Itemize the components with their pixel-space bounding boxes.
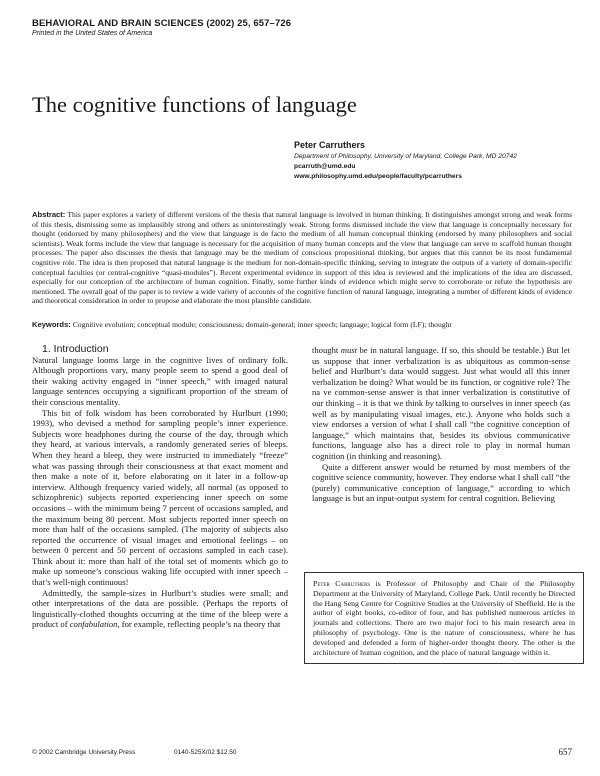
printed-notice: Printed in the United States of America [32,30,153,37]
paragraph [312,345,570,462]
department: Department of Philosophy, University of Maryland, College Park, MD 20742 [294,153,517,160]
author-affiliation [294,152,584,182]
keywords [32,320,572,330]
text-run: , for example, reflecting people’s na theory that [117,619,281,630]
author-url[interactable]: www.philosophy.umd.edu/people/faculty/pcarruthers [294,173,462,180]
abstract-text: This paper explores a variety of different versions of the thesis that natural language is involved in human thinking. It distinguishes amongst strong and weak forms of this thesis, dismissing some as implausibly strong and others as uninterestingly weak. Strong forms dismissed include the view that language is conceptually necessary for thought (endorsed by many philosophers) and the view that language is de facto the medium of all human conceptual thinking (endorsed by many philosophers and social scientists). Weak forms include the view that language is necessary for the acquisition of many human concepts and the view that language can serve to scaffold human thought processes. The paper also discusses the thesis that language may be the medium of conscious propositional thinking, but argues that this cannot be its most fundamental cognitive role. The idea is then proposed that natural language is the medium for non-domain-specific thinking, serving to integrate the outputs of a variety of domain-specific conceptual faculties (or central-cognitive “quasi-modules”). Recent experimental evidence in support of this idea is reviewed and the implications of the idea are discussed, especially for our conception of the architecture of human cognition. Finally, some further kinds of evidence which might serve to corroborate or refute the hypothesis are mentioned. The overall goal of the paper is to review a wide variety of accounts of the cognitive function of natural language, integrating a number of different kinds of evidence and theoretical consideration in order to propose and elaborate the most plausible candidate. [32,210,572,306]
author-name: Peter Carruthers [294,140,366,150]
journal-header: BEHAVIORAL AND BRAIN SCIENCES (2002) 25, 657–726 [32,18,292,29]
paragraph: Quite a different answer would be returned by most members of the cognitive science community, however. They endorse what I shall call “the (purely) communicative conception of language,” according to which language is but an input-output system for central cognition. Believing [312,461,570,504]
keywords-text: Cognitive evolution; conceptual module; consciousness; domain-general; inner speech; language; logical form (LF); thought [72,320,452,329]
page-footer [32,749,572,756]
bio-text: is Professor of Philosophy and Chair of the Philosophy Department at the University of Maryland, College Park. Until recently he Directed the Hang Seng Centre for Cognitive Studies at the University of Sheffield. He is the author of eight books, co-editor of four, and has published numerous articles in journals and collections. There are two major foci to his main research area in philosophy of psychology. One is the nature of consciousness, where he has developed and defended a form of higher-order thought theory. The other is the architecture of human cognition, and the place of natural language within it. [313,579,575,657]
text-run: thought [312,345,341,355]
section-heading: 1. Introduction [42,343,109,355]
emphasis: confabulation [69,619,118,630]
paragraph [32,588,288,630]
left-column [32,344,288,630]
emphasis: by [425,397,434,408]
abstract [32,210,572,306]
author-email[interactable]: pcarruth@umd.edu [294,163,356,170]
copyright: © 2002 Cambridge University Press [32,749,136,756]
bio-name: Peter Carruthers [313,579,371,588]
page-number: 657 [558,747,572,757]
abstract-label: Abstract: [32,210,66,219]
right-column [312,345,570,504]
article-title: The cognitive functions of language [32,92,357,117]
text-run: talking to ourselves in inner speech (as well as by manipulating visual images, etc.). Anyone who holds such a view endorses a version of what I shall call “the cognitive conception of language,” which maintains that, besides its obvious communicative functions, language also has a direct role to play in normal human cognition (in thinking and reasoning). [312,397,570,461]
emphasis: must [340,345,358,355]
paragraph: This bit of folk wisdom has been corroborated by Hurlburt (1990; 1993), who devised a method for sampling people’s inner experience. Subjects wore headphones during the course of the day, through which they heard, at various intervals, a randomly generated series of bleeps. When they heard a bleep, they were instructed to immediately “freeze” what was passing through their consciousness at that exact moment and then make a note of it, before elaborating on it later in a follow-up interview. Although frequency varied widely, all normal (as opposed to schizophrenic) subjects reported experiencing inner speech on some occasions – with the minimum being 7 percent of occasions sampled, and the maximum being 80 percent. Most subjects reported inner speech on more than half of the occasions sampled. (The majority of subjects also reported the occurrence of visual images and emotional feelings – on between 0 percent and 50 percent of occasions sampled in each case). Think about it: more than half of the total set of moments which go to make up someone’s conscious waking life occupied with inner speech – that’s well-nigh continuous! [32,407,288,588]
paragraph: Natural language looms large in the cognitive lives of ordinary folk. Although proportions vary, many people seem to spend a good deal of their waking activity engaged in “inner speech,” with imaged natural language sentences occupying a significant proportion of the stream of their conscious mentality. [32,354,288,407]
text-run: Admittedly, the sample-sizes in Hurlburt’s studies were small; and other interpretations of the data are possible. (Perhaps the reports of linguistically-clothed thoughts occurring at the time of the bleep were a product of [32,587,288,630]
text-run: be in natural language. If so, this should be testable.) But let us suppose that inner verbalization is as ubiquitous as common-sense belief and Hurlburt’s data would suggest. Just what would all this inner verbalization be doing? What would be its function, or cognitive role? The na ve common-sense answer is that inner verbalization is constitutive of our thinking – it is that we think [312,345,570,408]
issn-price: 0140-525X/02 $12.50 [174,749,237,756]
author-bio-box [304,572,584,664]
keywords-label: Keywords: [32,320,71,329]
